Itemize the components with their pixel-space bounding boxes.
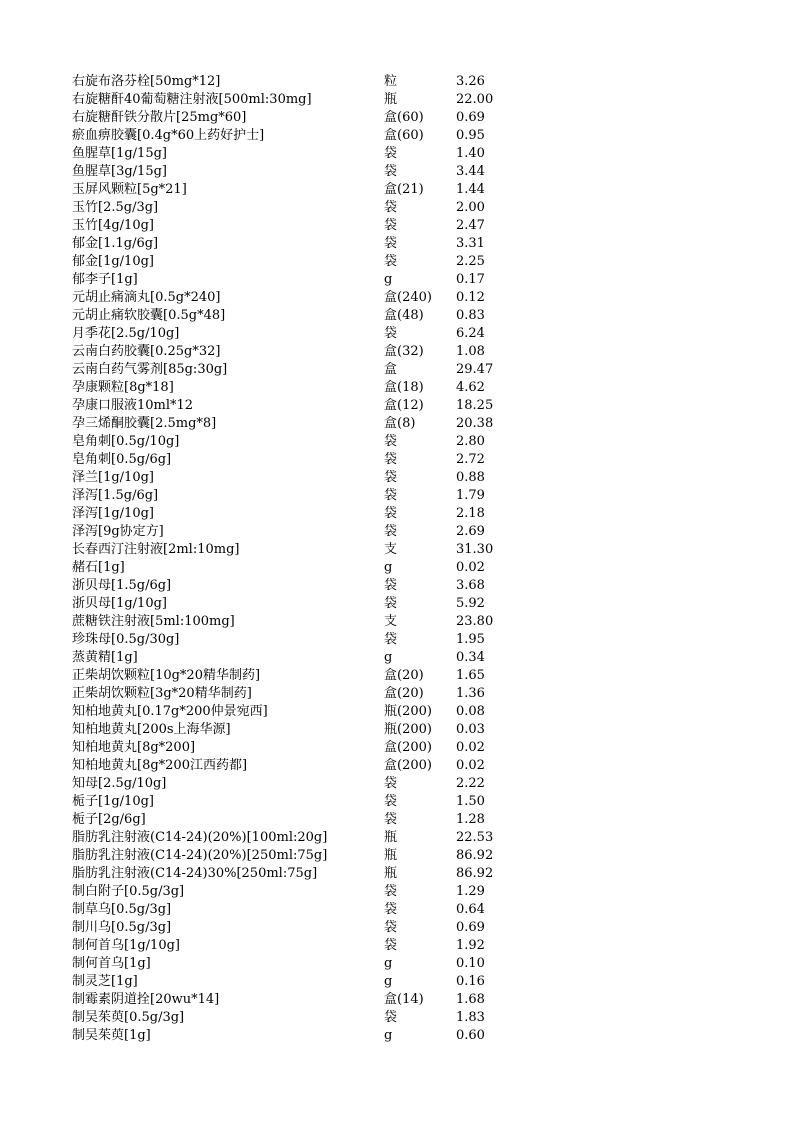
drug-name-cell: 右旋布洛芬栓[50mg*12] <box>72 74 221 89</box>
table-row <box>72 541 536 559</box>
drug-name-cell: 知母[2.5g/10g] <box>72 776 167 791</box>
drug-name-cell: 知柏地黄丸[0.17g*200仲景宛西] <box>72 704 268 719</box>
unit-cell: 袋 <box>384 578 398 593</box>
unit-cell: 袋 <box>384 146 398 161</box>
price-cell: 18.25 <box>456 398 494 413</box>
unit-cell: 盒(200) <box>384 740 432 755</box>
table-row <box>72 757 536 775</box>
price-cell: 0.02 <box>456 560 485 575</box>
price-cell: 0.88 <box>456 470 485 485</box>
price-cell: 0.17 <box>456 272 485 287</box>
table-row <box>72 271 536 289</box>
unit-cell: g <box>384 1028 393 1043</box>
drug-name-cell: 皂角刺[0.5g/6g] <box>72 452 172 467</box>
drug-name-cell: 珍珠母[0.5g/30g] <box>72 632 180 647</box>
table-row <box>72 433 536 451</box>
unit-cell: 盒(200) <box>384 758 432 773</box>
price-cell: 1.28 <box>456 812 485 827</box>
price-cell: 2.80 <box>456 434 485 449</box>
table-row <box>72 199 536 217</box>
drug-name-cell: 脂肪乳注射液(C14-24)30%[250ml:75g] <box>72 866 318 881</box>
unit-cell: g <box>384 272 393 287</box>
table-row <box>72 307 536 325</box>
drug-price-tbody <box>72 73 536 1045</box>
unit-cell: 袋 <box>384 884 398 899</box>
price-cell: 86.92 <box>456 848 494 863</box>
table-row <box>72 613 536 631</box>
price-cell: 1.68 <box>456 992 485 1007</box>
price-cell: 0.69 <box>456 110 485 125</box>
drug-name-cell: 浙贝母[1g/10g] <box>72 596 167 611</box>
table-row <box>72 181 536 199</box>
price-cell: 2.00 <box>456 200 485 215</box>
price-cell: 4.62 <box>456 380 485 395</box>
drug-name-cell: 鱼腥草[3g/15g] <box>72 164 167 179</box>
drug-name-cell: 郁李子[1g] <box>72 272 138 287</box>
unit-cell: 袋 <box>384 470 398 485</box>
unit-cell: 盒(60) <box>384 128 424 143</box>
price-cell: 0.83 <box>456 308 485 323</box>
price-cell: 0.08 <box>456 704 485 719</box>
table-row <box>72 991 536 1009</box>
drug-name-cell: 泽泻[1.5g/6g] <box>72 488 159 503</box>
price-cell: 20.38 <box>456 416 494 431</box>
price-cell: 1.50 <box>456 794 485 809</box>
unit-cell: 盒(32) <box>384 344 424 359</box>
price-cell: 1.79 <box>456 488 485 503</box>
unit-cell: 袋 <box>384 200 398 215</box>
table-row <box>72 811 536 829</box>
unit-cell: 袋 <box>384 1010 398 1025</box>
unit-cell: 粒 <box>384 74 398 89</box>
table-row <box>72 595 536 613</box>
unit-cell: 瓶 <box>384 848 398 863</box>
price-cell: 22.53 <box>456 830 494 845</box>
drug-name-cell: 制灵芝[1g] <box>72 974 138 989</box>
drug-name-cell: 知柏地黄丸[8g*200江西药都] <box>72 758 248 773</box>
drug-name-cell: 右旋糖酐40葡萄糖注射液[500ml:30mg] <box>72 92 312 107</box>
price-cell: 31.30 <box>456 542 494 557</box>
unit-cell: 袋 <box>384 524 398 539</box>
table-row <box>72 865 536 883</box>
unit-cell: 盒(20) <box>384 668 424 683</box>
table-row <box>72 721 536 739</box>
price-cell: 0.64 <box>456 902 485 917</box>
unit-cell: 袋 <box>384 902 398 917</box>
drug-name-cell: 制白附子[0.5g/3g] <box>72 884 185 899</box>
table-row <box>72 523 536 541</box>
price-cell: 2.47 <box>456 218 485 233</box>
table-row <box>72 631 536 649</box>
drug-name-cell: 制吴茱萸[0.5g/3g] <box>72 1010 185 1025</box>
drug-name-cell: 元胡止痛滴丸[0.5g*240] <box>72 290 221 305</box>
drug-name-cell: 玉竹[4g/10g] <box>72 218 154 233</box>
unit-cell: 瓶 <box>384 92 398 107</box>
unit-cell: 盒(12) <box>384 398 424 413</box>
price-cell: 86.92 <box>456 866 494 881</box>
table-row <box>72 415 536 433</box>
price-cell: 22.00 <box>456 92 494 107</box>
table-row <box>72 829 536 847</box>
table-row <box>72 343 536 361</box>
table-row <box>72 973 536 991</box>
drug-name-cell: 脂肪乳注射液(C14-24)(20%)[100ml:20g] <box>72 830 328 845</box>
price-cell: 1.95 <box>456 632 485 647</box>
table-row <box>72 847 536 865</box>
table-row <box>72 883 536 901</box>
drug-name-cell: 知柏地黄丸[200s上海华源] <box>72 722 231 737</box>
table-row <box>72 919 536 937</box>
drug-name-cell: 右旋糖酐铁分散片[25mg*60] <box>72 110 247 125</box>
unit-cell: 盒 <box>384 362 398 377</box>
table-row <box>72 217 536 235</box>
unit-cell: 袋 <box>384 236 398 251</box>
unit-cell: 袋 <box>384 218 398 233</box>
table-row <box>72 667 536 685</box>
drug-name-cell: 栀子[1g/10g] <box>72 794 154 809</box>
drug-name-cell: 栀子[2g/6g] <box>72 812 146 827</box>
drug-name-cell: 玉屏风颗粒[5g*21] <box>72 182 187 197</box>
price-cell: 0.16 <box>456 974 485 989</box>
price-cell: 0.02 <box>456 740 485 755</box>
price-cell: 0.02 <box>456 758 485 773</box>
unit-cell: 盒(18) <box>384 380 424 395</box>
unit-cell: 瓶 <box>384 830 398 845</box>
table-row <box>72 775 536 793</box>
unit-cell: g <box>384 560 393 575</box>
table-row <box>72 685 536 703</box>
table-row <box>72 955 536 973</box>
unit-cell: 袋 <box>384 938 398 953</box>
drug-name-cell: 制何首乌[1g/10g] <box>72 938 180 953</box>
unit-cell: 瓶 <box>384 866 398 881</box>
drug-name-cell: 泽泻[9g协定方] <box>72 524 164 539</box>
price-cell: 3.31 <box>456 236 485 251</box>
table-row <box>72 91 536 109</box>
price-cell: 2.18 <box>456 506 485 521</box>
table-row <box>72 379 536 397</box>
drug-name-cell: 制吴茱萸[1g] <box>72 1028 151 1043</box>
drug-name-cell: 玉竹[2.5g/3g] <box>72 200 159 215</box>
unit-cell: 盒(240) <box>384 290 432 305</box>
unit-cell: 袋 <box>384 920 398 935</box>
table-row <box>72 505 536 523</box>
unit-cell: 袋 <box>384 506 398 521</box>
table-row <box>72 1027 536 1045</box>
drug-name-cell: 郁金[1.1g/6g] <box>72 236 159 251</box>
price-cell: 1.92 <box>456 938 485 953</box>
drug-name-cell: 云南白药胶囊[0.25g*32] <box>72 344 221 359</box>
table-row <box>72 703 536 721</box>
table-row <box>72 793 536 811</box>
price-cell: 0.10 <box>456 956 485 971</box>
table-row <box>72 361 536 379</box>
drug-name-cell: 制何首乌[1g] <box>72 956 151 971</box>
table-row <box>72 1009 536 1027</box>
unit-cell: 瓶(200) <box>384 704 432 719</box>
unit-cell: 袋 <box>384 776 398 791</box>
table-row <box>72 127 536 145</box>
price-cell: 1.08 <box>456 344 485 359</box>
drug-name-cell: 蒸黄精[1g] <box>72 650 138 665</box>
price-cell: 0.12 <box>456 290 485 305</box>
unit-cell: 袋 <box>384 488 398 503</box>
table-row <box>72 577 536 595</box>
drug-name-cell: 蔗糖铁注射液[5ml:100mg] <box>72 614 235 629</box>
price-cell: 0.03 <box>456 722 485 737</box>
drug-name-cell: 知柏地黄丸[8g*200] <box>72 740 196 755</box>
table-row <box>72 901 536 919</box>
price-cell: 1.65 <box>456 668 485 683</box>
price-cell: 6.24 <box>456 326 485 341</box>
drug-name-cell: 脂肪乳注射液(C14-24)(20%)[250ml:75g] <box>72 848 328 863</box>
table-row <box>72 937 536 955</box>
unit-cell: 袋 <box>384 254 398 269</box>
table-row <box>72 649 536 667</box>
drug-name-cell: 孕三烯酮胶囊[2.5mg*8] <box>72 416 217 431</box>
drug-name-cell: 泽兰[1g/10g] <box>72 470 154 485</box>
price-cell: 2.22 <box>456 776 485 791</box>
price-cell: 3.68 <box>456 578 485 593</box>
unit-cell: 袋 <box>384 596 398 611</box>
unit-cell: g <box>384 974 393 989</box>
unit-cell: 袋 <box>384 794 398 809</box>
price-cell: 5.92 <box>456 596 485 611</box>
unit-cell: 袋 <box>384 632 398 647</box>
table-row <box>72 487 536 505</box>
table-row <box>72 451 536 469</box>
table-row <box>72 109 536 127</box>
price-cell: 1.83 <box>456 1010 485 1025</box>
drug-price-table <box>72 73 536 1045</box>
table-row <box>72 325 536 343</box>
price-cell: 0.34 <box>456 650 485 665</box>
drug-name-cell: 浙贝母[1.5g/6g] <box>72 578 172 593</box>
unit-cell: 袋 <box>384 434 398 449</box>
table-row <box>72 253 536 271</box>
unit-cell: 袋 <box>384 164 398 179</box>
price-cell: 2.72 <box>456 452 485 467</box>
table-row <box>72 145 536 163</box>
drug-name-cell: 正柴胡饮颗粒[3g*20精华制药] <box>72 686 252 701</box>
price-cell: 29.47 <box>456 362 494 377</box>
drug-name-cell: 孕康口服液10ml*12 <box>72 398 194 413</box>
table-row <box>72 289 536 307</box>
drug-name-cell: 元胡止痛软胶囊[0.5g*48] <box>72 308 226 323</box>
drug-name-cell: 赭石[1g] <box>72 560 125 575</box>
table-row <box>72 73 536 91</box>
price-cell: 3.26 <box>456 74 485 89</box>
price-cell: 3.44 <box>456 164 485 179</box>
unit-cell: 袋 <box>384 812 398 827</box>
price-cell: 0.69 <box>456 920 485 935</box>
price-cell: 0.95 <box>456 128 485 143</box>
table-row <box>72 559 536 577</box>
unit-cell: g <box>384 650 393 665</box>
drug-name-cell: 制草乌[0.5g/3g] <box>72 902 172 917</box>
unit-cell: 盒(8) <box>384 416 416 431</box>
price-cell: 2.69 <box>456 524 485 539</box>
drug-name-cell: 泽泻[1g/10g] <box>72 506 154 521</box>
drug-name-cell: 鱼腥草[1g/15g] <box>72 146 167 161</box>
price-cell: 1.36 <box>456 686 485 701</box>
table-row <box>72 397 536 415</box>
price-cell: 23.80 <box>456 614 494 629</box>
unit-cell: 盒(60) <box>384 110 424 125</box>
table-row <box>72 235 536 253</box>
price-cell: 2.25 <box>456 254 485 269</box>
unit-cell: 袋 <box>384 452 398 467</box>
unit-cell: 盒(20) <box>384 686 424 701</box>
table-row <box>72 163 536 181</box>
drug-name-cell: 月季花[2.5g/10g] <box>72 326 180 341</box>
price-cell: 1.29 <box>456 884 485 899</box>
unit-cell: 支 <box>384 614 398 629</box>
price-cell: 1.44 <box>456 182 485 197</box>
drug-name-cell: 正柴胡饮颗粒[10g*20精华制药] <box>72 668 261 683</box>
drug-name-cell: 长春西汀注射液[2ml:10mg] <box>72 542 240 557</box>
unit-cell: 袋 <box>384 326 398 341</box>
table-row <box>72 469 536 487</box>
unit-cell: 盒(21) <box>384 182 424 197</box>
drug-name-cell: 云南白药气雾剂[85g:30g] <box>72 362 228 377</box>
unit-cell: 支 <box>384 542 398 557</box>
drug-name-cell: 孕康颗粒[8g*18] <box>72 380 174 395</box>
drug-name-cell: 皂角刺[0.5g/10g] <box>72 434 180 449</box>
drug-name-cell: 郁金[1g/10g] <box>72 254 154 269</box>
price-cell: 0.60 <box>456 1028 485 1043</box>
unit-cell: 盒(48) <box>384 308 424 323</box>
drug-name-cell: 瘀血痹胶囊[0.4g*60上药好护士] <box>72 128 265 143</box>
table-row <box>72 739 536 757</box>
drug-name-cell: 制霉素阴道拴[20wu*14] <box>72 992 220 1007</box>
unit-cell: 瓶(200) <box>384 722 432 737</box>
unit-cell: g <box>384 956 393 971</box>
drug-name-cell: 制川乌[0.5g/3g] <box>72 920 172 935</box>
unit-cell: 盒(14) <box>384 992 424 1007</box>
price-cell: 1.40 <box>456 146 485 161</box>
